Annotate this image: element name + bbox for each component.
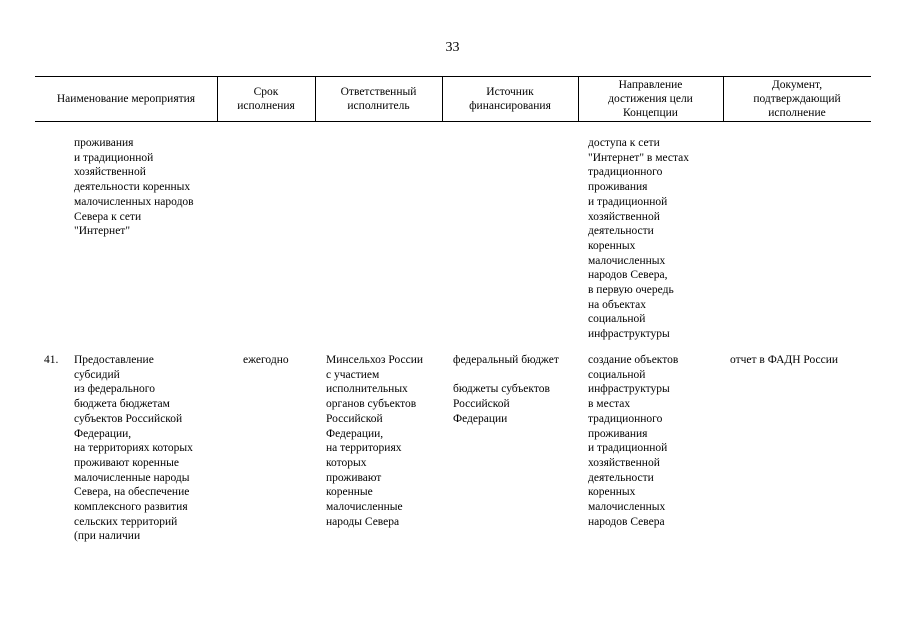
header-executor: Ответственный исполнитель <box>340 85 417 112</box>
header-funding-source: Источник финансирования <box>469 85 551 112</box>
header-direction: Направление достижения цели Концепции <box>608 78 693 119</box>
continuation-direction: доступа к сети "Интернет" в местах традиционного проживания и традиционной хозяйственной деятельности коренных малочисленных народов Севера, в первую очередь на объектах социальной инфраструктуры <box>588 137 689 341</box>
page-number: 33 <box>445 40 460 55</box>
row-funding-source: федеральный бюджет бюджеты субъектов Российской Федерации <box>453 354 559 425</box>
row-number: 41. <box>44 354 59 366</box>
header-term: Срок исполнения <box>237 85 295 112</box>
row-event-name: Предоставление субсидий из федерального бюджета бюджетам субъектов Российской Федерации, на территориях которых проживают коренные малочисленные народы Севера, на обеспечение комплексного развития сельских территорий (при наличии <box>74 354 193 543</box>
row-executor: Минсельхоз России с участием исполнительных органов субъектов Российской Федерации, на территориях которых проживают коренные малочисленные народы Севера <box>326 354 424 528</box>
row-direction: создание объектов социальной инфраструктуры в местах традиционного проживания и традиционной хозяйственной деятельности коренных малочисленных народов Севера <box>588 354 679 528</box>
header-document: Документ, подтверждающий исполнение <box>753 78 841 119</box>
table-header-bottom-border <box>35 121 871 122</box>
header-event-name: Наименование мероприятия <box>56 92 196 105</box>
continuation-event-name: проживания и традиционной хозяйственной деятельности коренных малочисленных народов Севера к сети "Интернет" <box>74 137 194 238</box>
row-term: ежегодно <box>243 354 289 366</box>
row-document: отчет в ФАДН России <box>730 354 839 366</box>
